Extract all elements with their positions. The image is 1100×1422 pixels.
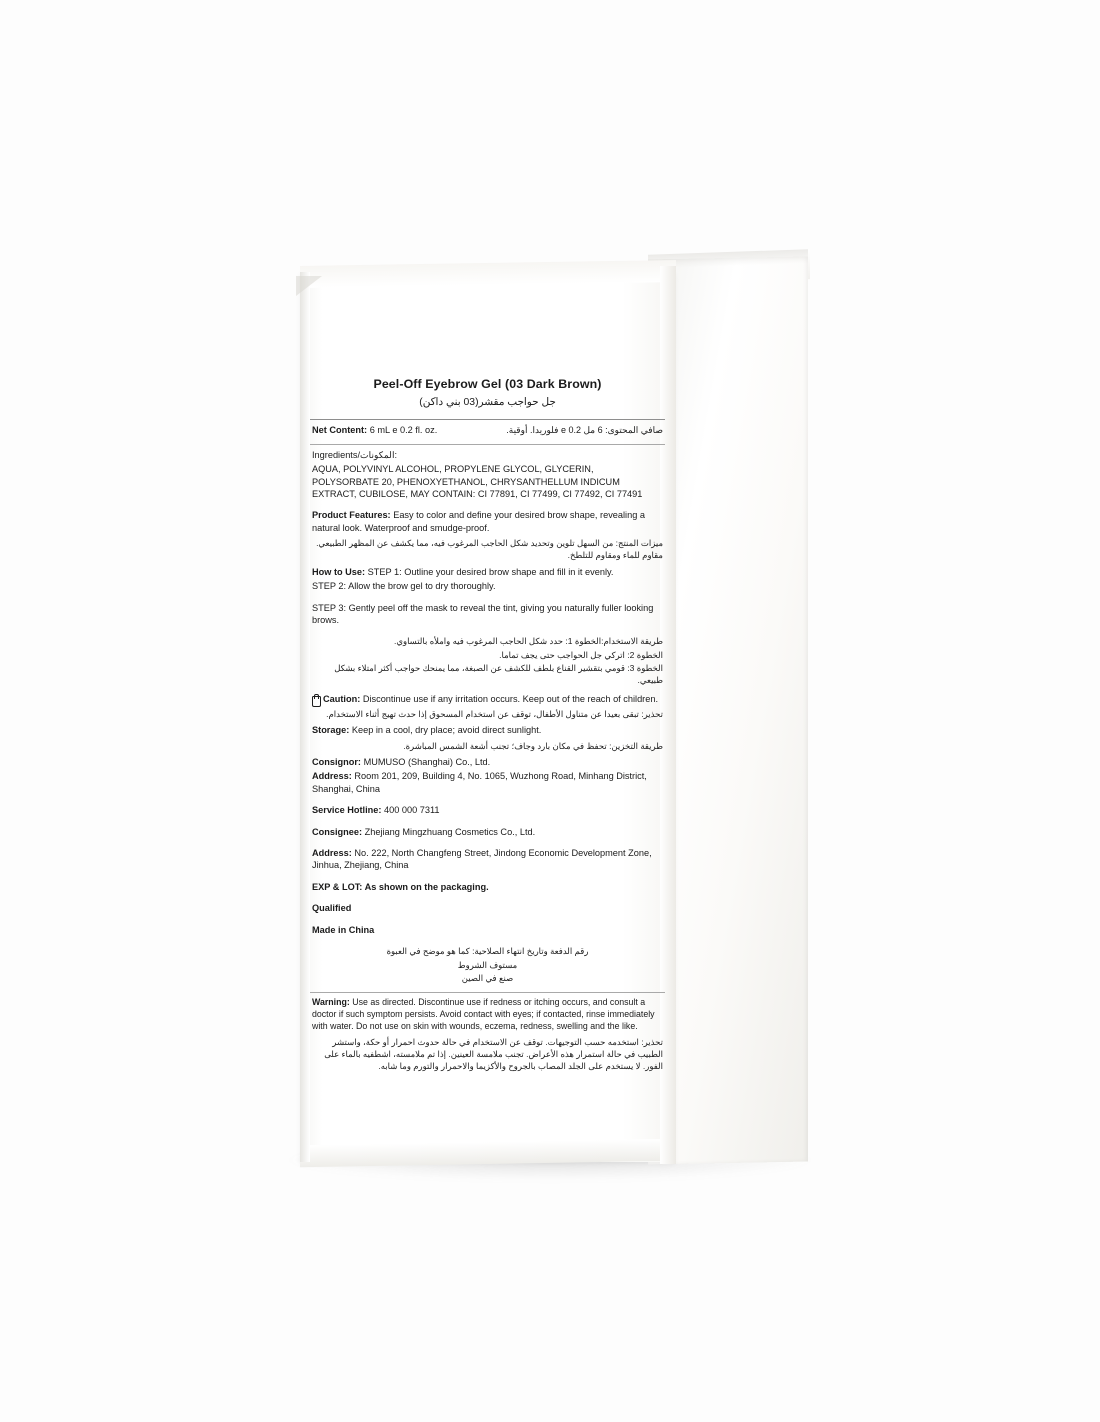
- warning-text: Use as directed. Discontinue use if redness or itching occurs, and consult a doctor if such symptom persists. Avoid contact with eyes; if contacted, rinse immediately with water. Do not use on skin with wounds, eczema, redness, swelling and the like.: [312, 997, 655, 1031]
- hotline-value: 400 000 7311: [384, 805, 440, 816]
- qualified-ar: مستوف الشروط: [457, 959, 518, 970]
- how-to-use-ar-title: طريقة الاستخدام:الخطوة 1: حدد شكل الحاجب المرغوب فيه واملأه بالتساوي.: [393, 636, 663, 647]
- how-to-use-ar-step2: الخطوة 2: اتركي جل الحواجب حتى يجف تماما.: [499, 649, 663, 660]
- storage-label: Storage:: [312, 725, 350, 736]
- how-to-use-step3: STEP 3: Gently peel off the mask to reveal the tint, giving you naturally fuller looking brows.: [312, 602, 654, 625]
- caution-text-ar: تحذير: تبقى بعيدا عن متناول الأطفال، توقف عن استخدام المسحوق إذا حدث تهيج أثناء الاستخدام.: [326, 708, 663, 719]
- net-content-label: Net Content:: [312, 424, 368, 435]
- features-label: Product Features:: [312, 510, 391, 521]
- caution-block: [312, 693, 663, 705]
- how-to-use-label: How to Use:: [312, 566, 366, 577]
- features-text-ar: ميزات المنتج: من السهل تلوين وتحديد شكل الحاجب المرغوب فيه، مما يكشف عن المظهر الطبيعي. مقاوم للماء ومقاوم للتلطخ.: [316, 538, 663, 561]
- qualified-line: [312, 902, 663, 914]
- storage-text-ar: طريقة التخزين: تحفظ في مكان بارد وجاف؛ تجنب أشعة الشمس المباشرة.: [403, 740, 663, 751]
- address1-value: Room 201, 209, Building 4, No. 1065, Wuzhong Road, Minhang District, Shanghai, China: [312, 771, 647, 794]
- address2-label: Address:: [312, 848, 352, 859]
- exp-lot-line: [312, 881, 663, 893]
- warning-label: Warning:: [312, 997, 350, 1008]
- features-text: Easy to color and define your desired brow shape, revealing a natural look. Waterproof and smudge-proof.: [312, 510, 645, 533]
- caution-label: Caution:: [323, 693, 361, 704]
- address1-block: [312, 770, 663, 795]
- printed-label: [300, 272, 675, 1162]
- made-in-line: [312, 924, 663, 936]
- storage-text: Keep in a cool, dry place; avoid direct sunlight.: [351, 725, 542, 736]
- consignor-value: MUMUSO (Shanghai) Co., Ltd.: [363, 756, 491, 767]
- how-to-use-ar-step3: الخطوة 3: قومي بتقشير القناع بلطف للكشف عن الصبغة، مما يمنحك حواجب أكثر امتلاء بشكل طبيعي.: [334, 662, 663, 686]
- consignor-block: [312, 756, 663, 768]
- warning-block: [312, 997, 663, 1032]
- ingredients-text: AQUA, POLYVINYL ALCOHOL, PROPYLENE GLYCOL, GLYCERIN, POLYSORBATE 20, PHENOXYETHANOL, CHRYSANTHELLUM INDICUM EXTRACT, CUBILOSE, MAY CONTAIN: CI 77891, CI 77499, CI 77492, CI 77491: [312, 464, 643, 499]
- caution-text: Discontinue use if any irritation occurs. Keep out of the reach of children.: [362, 693, 659, 704]
- net-content-ar: صافي المحتوى: 6 مل e 0.2 فلوريدا. أوقية.: [506, 424, 663, 435]
- consignee-value: Zhejiang Mingzhuang Cosmetics Co., Ltd.: [364, 826, 536, 837]
- product-title-en: Peel-Off Eyebrow Gel (03 Dark Brown): [373, 377, 602, 391]
- hotline-block: [312, 804, 663, 816]
- ingredients-label: Ingredients/المكونات:: [312, 449, 398, 460]
- divider-net-content: [310, 444, 665, 445]
- features-block: [312, 509, 663, 534]
- made-in-text: Made in China: [312, 924, 375, 935]
- consignee-label: Consignee:: [312, 826, 363, 837]
- warning-text-ar: تحذير: استخدمه حسب التوجيهات. توقف عن الاستخدام في حالة حدوث احمرار أو حكة، واستشر الطبيب في حالة استمرار هذه الأعراض. تجنب ملامسة العينين. إذا تم ملامسته، اشطفيه بالماء على الفور. لا يستخدم على الجلد المصاب بالجروح والأكزيما والاحمرار والتورم وما شابه.: [324, 1036, 663, 1072]
- consignor-label: Consignor:: [312, 756, 361, 767]
- how-to-use-step1: STEP 1: Outline your desired brow shape and fill in it evenly.: [367, 566, 614, 577]
- divider-top: [310, 419, 665, 420]
- qualified-text: Qualified: [312, 903, 352, 914]
- exp-lot-ar: رقم الدفعة وتاريخ انتهاء الصلاحية: كما هو موضح في العبوة: [386, 946, 589, 957]
- how-to-use-step2: STEP 2: Allow the brow gel to dry thoroughly.: [312, 580, 496, 591]
- made-in-ar: صنع في الصين: [461, 973, 514, 984]
- net-content-value: 6 mL e 0.2 fl. oz.: [369, 424, 438, 435]
- consignee-block: [312, 826, 663, 838]
- keep-out-of-reach-icon: [312, 694, 320, 705]
- how-to-use-first-line: [312, 566, 663, 578]
- divider-warning: [310, 992, 665, 993]
- net-content-en: [312, 424, 437, 436]
- net-content-row: [312, 424, 663, 436]
- address1-label: Address:: [312, 771, 352, 782]
- product-title-ar: جل حواجب مقشر(03 بني داكن): [419, 396, 556, 408]
- hotline-label: Service Hotline:: [312, 805, 382, 816]
- address2-block: [312, 847, 663, 872]
- storage-block: [312, 724, 663, 736]
- exp-lot-text: EXP & LOT: As shown on the packaging.: [312, 881, 489, 892]
- product-title-block: [300, 376, 675, 410]
- address2-value: No. 222, North Changfeng Street, Jindong Economic Development Zone, Jinhua, Zhejiang, China: [312, 848, 652, 871]
